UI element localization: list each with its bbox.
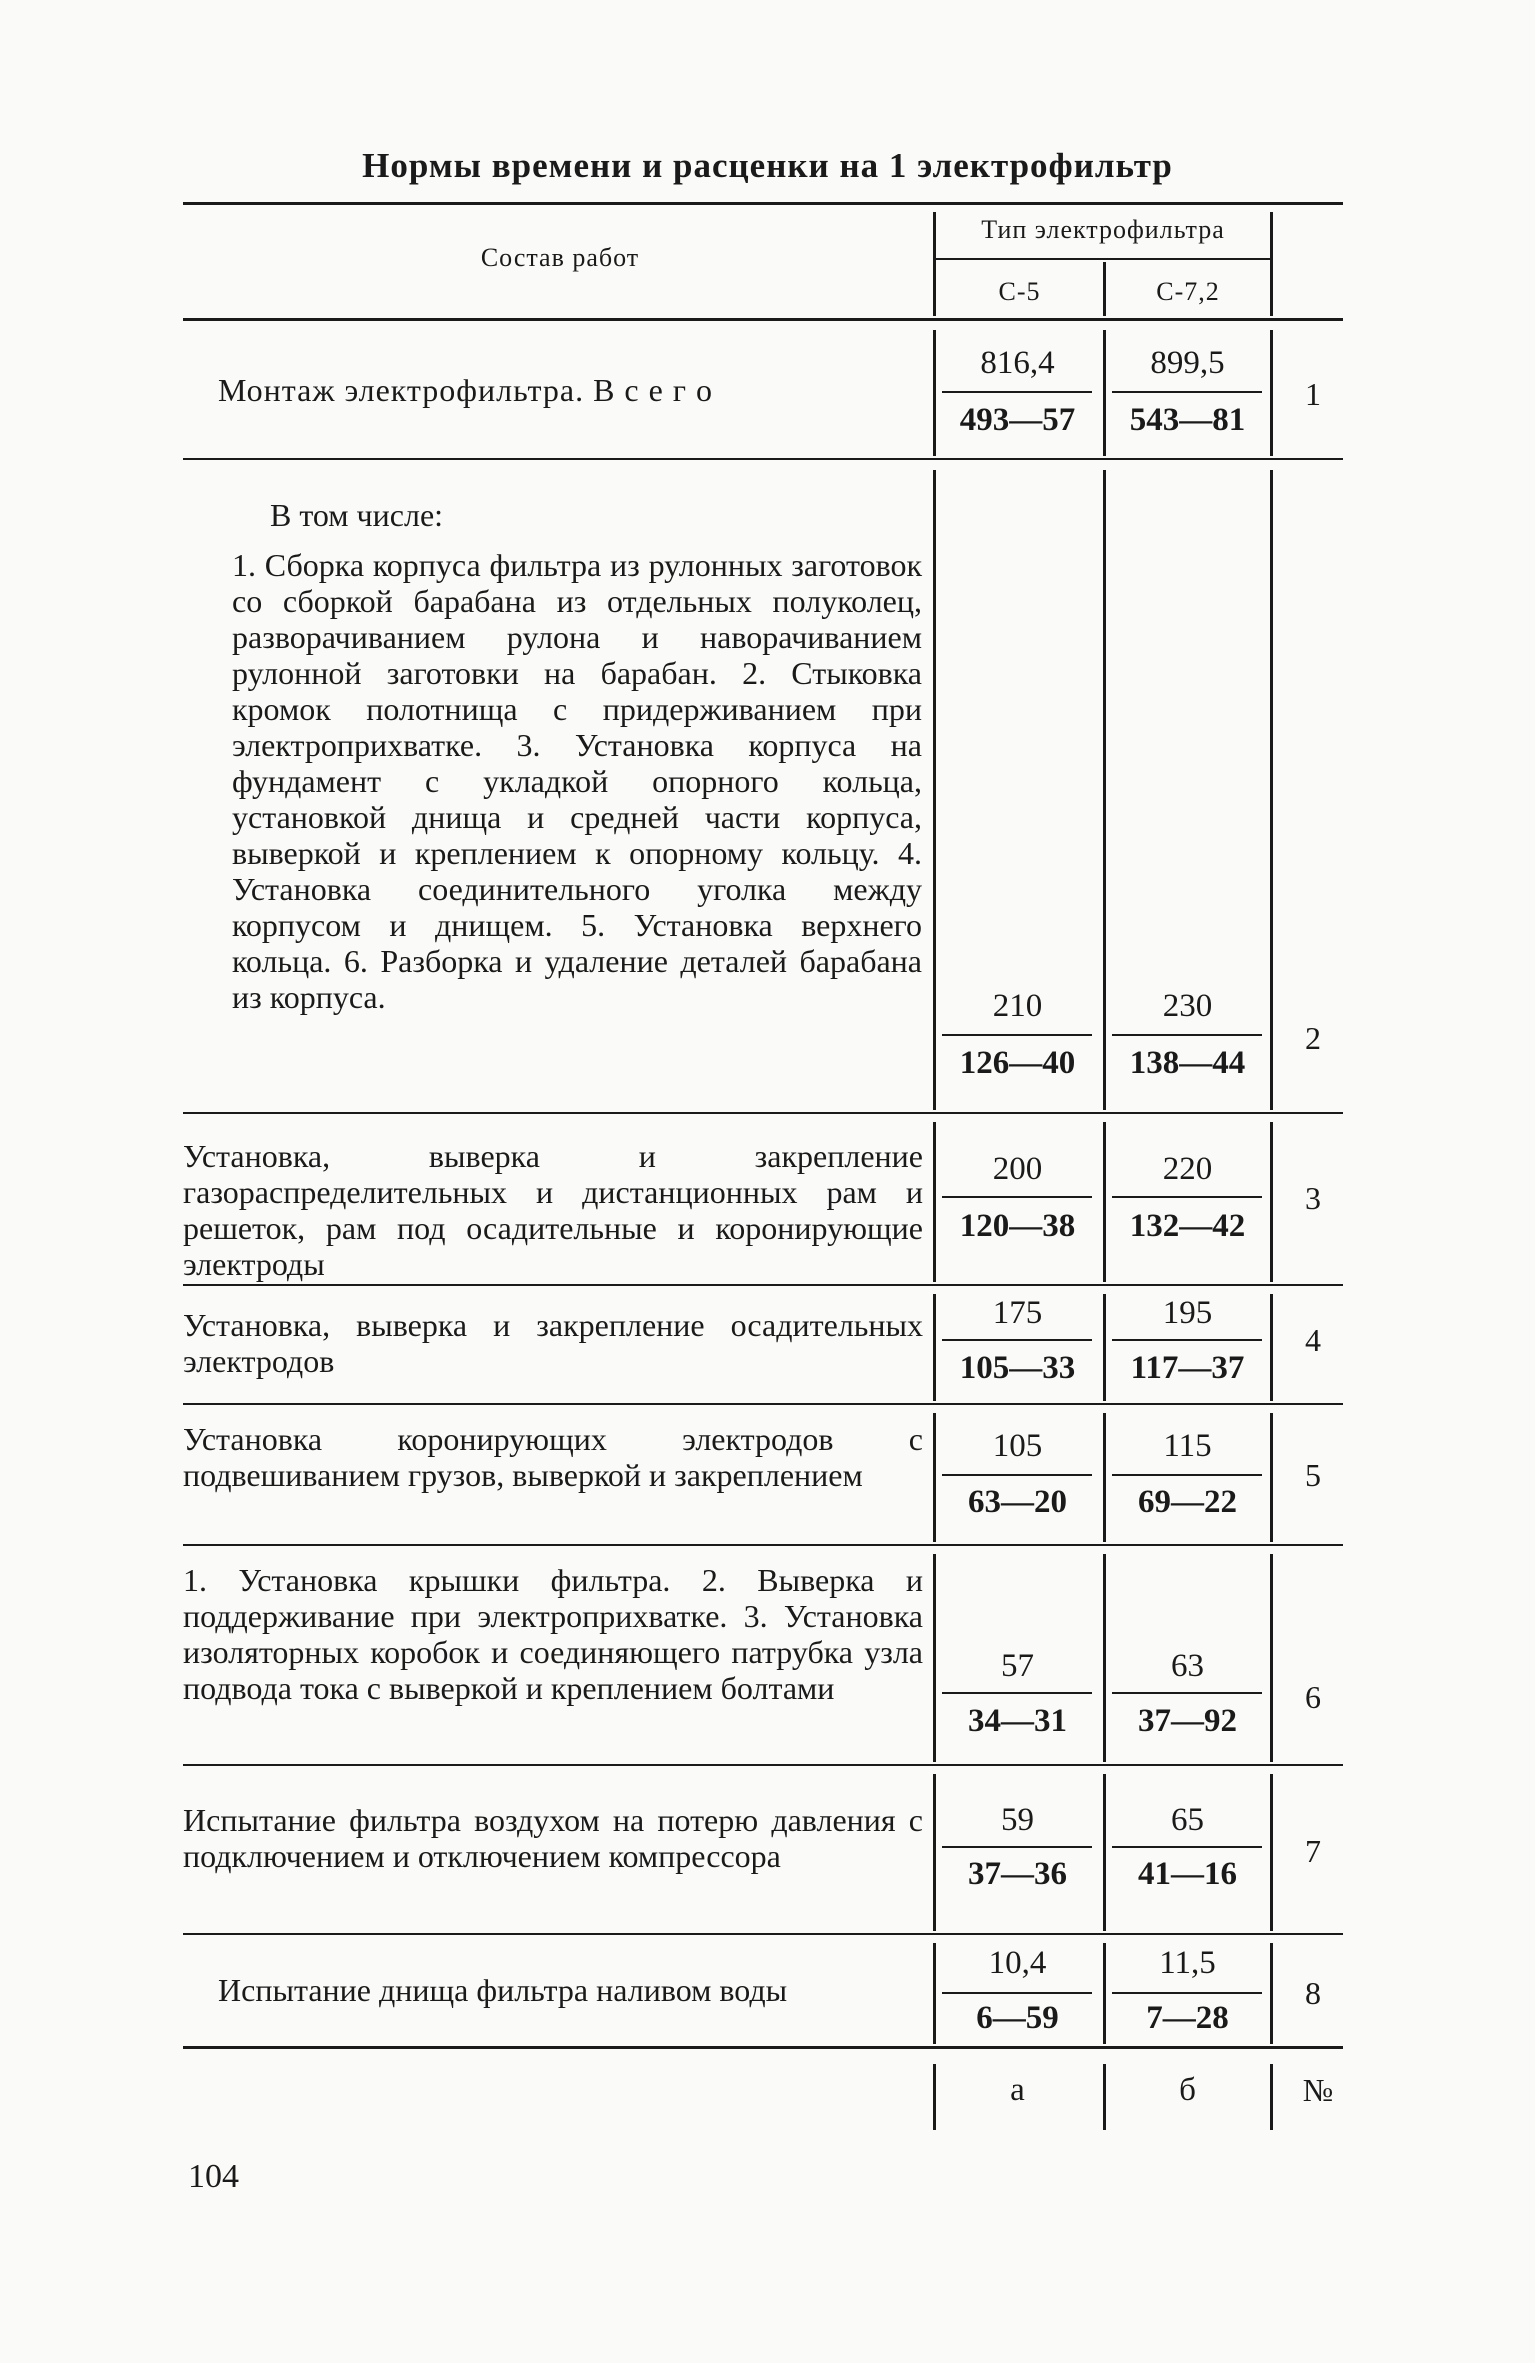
row-divider: [183, 1933, 1343, 1935]
row-8-a-price: 6—59: [976, 2000, 1059, 2036]
fraction-line: [942, 1474, 1092, 1476]
fraction-line: [1112, 1846, 1262, 1848]
row-7-b-price: 41—16: [1138, 1856, 1237, 1892]
row-8-b-norm: 11,5: [1159, 1945, 1216, 1981]
row-1-number: 1: [1305, 376, 1321, 412]
row-2-a-price: 126—40: [959, 1045, 1076, 1081]
row-7-number: 7: [1305, 1833, 1321, 1869]
column-line: [1270, 1413, 1273, 1542]
row-1-a-price: 493—57: [959, 402, 1076, 438]
column-line: [1270, 1554, 1273, 1762]
column-line: [1103, 1122, 1106, 1282]
row-5-b-norm: 115: [1163, 1428, 1212, 1464]
fraction-line: [942, 1339, 1092, 1341]
row-7-b-norm: 65: [1171, 1802, 1204, 1838]
row-6-number: 6: [1305, 1679, 1321, 1715]
row-2-intro: В том числе:: [270, 497, 444, 533]
column-line: [933, 1774, 936, 1931]
footer-col-a: а: [1010, 2072, 1025, 2108]
row-4-description: Установка, выверка и закрепление осадительных электродов: [183, 1307, 923, 1379]
row-6-description: 1. Установка крышки фильтра. 2. Выверка и поддерживание при электроприхватке. 3. Установка изоляторных коробок и соединяющего патрубка узла подвода тока с выверкой и креплением болтами: [183, 1562, 923, 1706]
footer-number-sign: №: [1302, 2072, 1334, 2108]
row-8-number: 8: [1305, 1975, 1321, 2011]
row-7-description: Испытание фильтра воздухом на потерю давления с подключением и отключением компрессора: [183, 1802, 923, 1874]
row-divider: [183, 1284, 1343, 1286]
row-divider: [183, 458, 1343, 460]
row-6-b-price: 37—92: [1138, 1703, 1237, 1739]
row-2-number: 2: [1305, 1020, 1321, 1056]
row-7-a-norm: 59: [1001, 1802, 1034, 1838]
row-5-b-price: 69—22: [1138, 1484, 1237, 1520]
fraction-line: [942, 1034, 1092, 1036]
row-5-description: Установка коронирующих электродов с подвешиванием грузов, выверкой и закреплением: [183, 1421, 923, 1493]
fraction-line: [942, 391, 1092, 393]
column-line: [1103, 1774, 1106, 1931]
column-line: [1270, 212, 1273, 316]
column-line: [1270, 330, 1273, 456]
row-1-description: Монтаж электрофильтра. В с е г о: [218, 372, 713, 408]
header-work-composition: Состав работ: [480, 243, 640, 272]
column-line: [1270, 1774, 1273, 1931]
fraction-line: [942, 1692, 1092, 1694]
column-line: [1270, 2064, 1273, 2130]
page-number: 104: [188, 2158, 239, 2195]
header-bottom-rule: [183, 318, 1343, 321]
row-8-description: Испытание днища фильтра наливом воды: [218, 1972, 788, 2008]
header-col-b: С-7,2: [1156, 277, 1220, 306]
row-3-a-norm: 200: [992, 1151, 1043, 1187]
column-line: [1270, 1943, 1273, 2044]
row-7-a-price: 37—36: [968, 1856, 1067, 1892]
row-1-b-norm: 899,5: [1150, 345, 1225, 381]
bottom-rule: [183, 2046, 1343, 2049]
row-5-number: 5: [1305, 1457, 1321, 1493]
table-title: Нормы времени и расценки на 1 электрофильтр: [362, 146, 1173, 185]
fraction-line: [1112, 1992, 1262, 1994]
column-line: [933, 1122, 936, 1282]
row-5-a-price: 63—20: [968, 1484, 1067, 1520]
row-6-b-norm: 63: [1171, 1648, 1204, 1684]
row-divider: [183, 1544, 1343, 1546]
fraction-line: [1112, 391, 1262, 393]
fraction-line: [1112, 1196, 1262, 1198]
row-6-a-norm: 57: [1001, 1648, 1034, 1684]
row-3-number: 3: [1305, 1180, 1321, 1216]
row-1-b-price: 543—81: [1129, 402, 1246, 438]
fraction-line: [1112, 1034, 1262, 1036]
row-4-b-norm: 195: [1162, 1295, 1213, 1331]
fraction-line: [1112, 1474, 1262, 1476]
fraction-line: [942, 1846, 1092, 1848]
fraction-line: [1112, 1339, 1262, 1341]
top-rule: [183, 202, 1343, 205]
row-4-a-price: 105—33: [959, 1350, 1076, 1386]
row-6-a-price: 34—31: [968, 1703, 1067, 1739]
fraction-line: [942, 1196, 1092, 1198]
row-3-b-norm: 220: [1162, 1151, 1213, 1187]
row-divider: [183, 1403, 1343, 1405]
column-line: [1270, 1122, 1273, 1282]
row-4-a-norm: 175: [992, 1295, 1043, 1331]
row-8-b-price: 7—28: [1146, 2000, 1229, 2036]
row-3-a-price: 120—38: [959, 1208, 1076, 1244]
row-2-b-norm: 230: [1162, 988, 1213, 1024]
row-2-a-norm: 210: [992, 988, 1043, 1024]
row-2-description: 1. Сборка корпуса фильтра из рулонных заготовок со сборкой барабана из отдельных полуколец, разворачиванием рулона и наворачиванием рулонной заготовки на барабан. 2. Стыковка кромок полотнища с придерживанием при электроприхватке. 3. Установка корпуса на фундамент с укладкой опорного кольца, установкой днища и средней части корпуса, выверкой и креплением к опорному кольцу. 4. Установка соединительного уголка между корпусом и днищем. 5. Установка верхнего кольца. 6. Разборка и удаление деталей барабана из корпуса.: [232, 547, 922, 1015]
row-divider: [183, 1112, 1343, 1114]
header-col-a: С-5: [998, 277, 1041, 306]
row-3-b-price: 132—42: [1129, 1208, 1246, 1244]
row-5-a-norm: 105: [992, 1428, 1043, 1464]
row-divider: [183, 1764, 1343, 1766]
column-line: [1270, 470, 1273, 1110]
row-4-b-price: 117—37: [1130, 1350, 1245, 1386]
row-3-description: Установка, выверка и закрепление газораспределительных и дистанционных рам и решеток, рам под осадительные и коронирующие электроды: [183, 1138, 923, 1282]
row-2-b-price: 138—44: [1129, 1045, 1246, 1081]
row-8-a-norm: 10,4: [988, 1945, 1047, 1981]
column-line: [1270, 1294, 1273, 1401]
header-filter-type: Тип электрофильтра: [981, 215, 1225, 244]
row-1-a-norm: 816,4: [980, 345, 1055, 381]
fraction-line: [1112, 1692, 1262, 1694]
fraction-line: [942, 1992, 1092, 1994]
row-4-number: 4: [1305, 1322, 1321, 1358]
footer-col-b: б: [1179, 2072, 1196, 2108]
header-subdivider: [936, 258, 1270, 260]
